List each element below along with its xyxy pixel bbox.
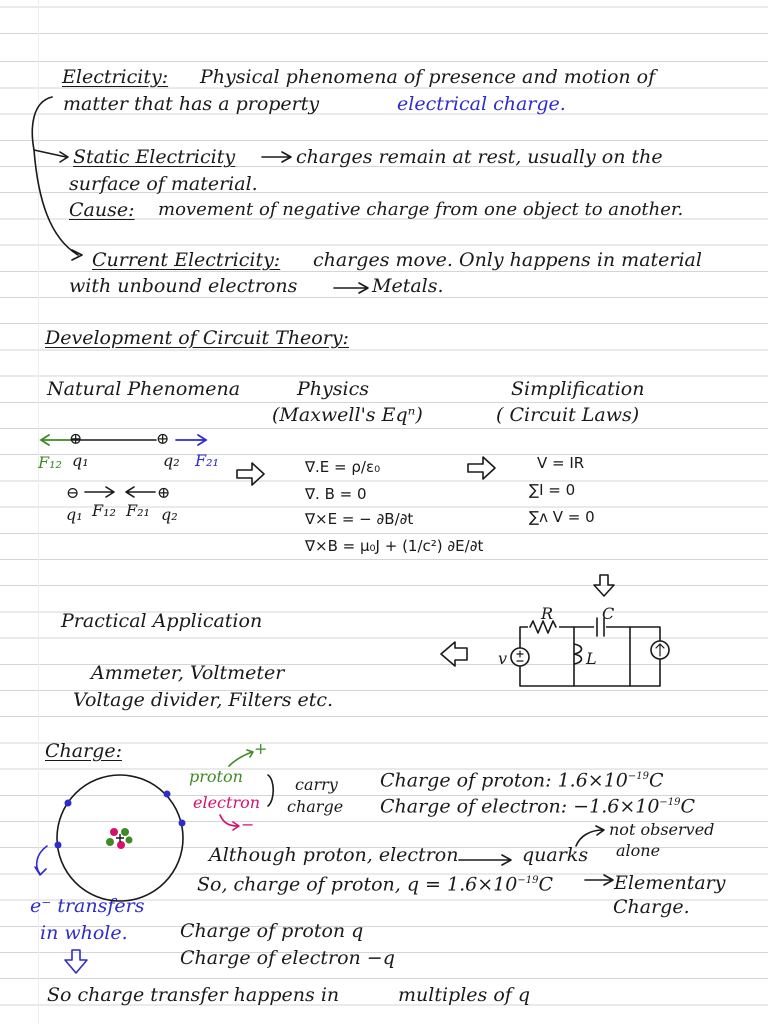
electron-dot <box>179 820 186 827</box>
static-electricity-text-line1: charges remain at rest, usually on the <box>296 146 663 168</box>
practical-application-heading: Practical Application <box>61 610 263 632</box>
q1-label-top: q₁ <box>72 451 89 470</box>
circuit-branches <box>574 627 630 686</box>
physics-label: Physics <box>297 378 369 400</box>
f12-label-bottom: F₁₂ <box>92 501 116 520</box>
metals-label: Metals. <box>372 275 444 297</box>
hollow-arrow-right-2 <box>468 457 495 479</box>
current-electricity-text-line1: charges move. Only happens in material <box>313 249 702 271</box>
electron-dot <box>164 791 171 798</box>
multiples-of-q-text: multiples of q <box>398 984 530 1006</box>
negative-sign: − <box>241 815 255 834</box>
electron-pointer <box>220 815 239 830</box>
arrow-f12-top <box>41 435 70 445</box>
plus-charge-q2: ⊕ <box>156 429 170 448</box>
elementary-label: Elementary <box>614 872 726 894</box>
brace-curve <box>32 97 78 255</box>
circuit-laws-label: ( Circuit Laws) <box>496 404 640 426</box>
q2-label-bottom: q₂ <box>161 505 178 524</box>
faraday-law-equation: ∇×E = − ∂B/∂t <box>305 510 414 528</box>
gauss-magnetism-equation: ∇. B = 0 <box>305 485 367 503</box>
electricity-definition-line2: matter that has a property <box>63 93 320 115</box>
hollow-arrow-down-bottom <box>65 950 87 973</box>
q2-label-top: q₂ <box>163 451 180 470</box>
inductor-symbol <box>574 644 582 664</box>
charge-heading: Charge: <box>45 740 122 762</box>
arrow-to-metals <box>334 283 368 293</box>
kvl-law: ∑ᴧ V = 0 <box>529 508 595 526</box>
nucleus-proton <box>110 828 118 836</box>
hollow-arrow-left <box>441 642 467 666</box>
capacitor-label: C <box>602 604 615 623</box>
positive-sign: + <box>254 739 268 758</box>
circuit-theory-heading: Development of Circuit Theory: <box>45 327 349 349</box>
carry-label: carry <box>295 775 338 794</box>
not-observed-label: not observed <box>609 820 715 839</box>
voltage-divider-text: Voltage divider, Filters etc. <box>73 689 334 711</box>
maxwell-label: (Maxwell's Eqⁿ) <box>272 404 423 426</box>
arrow-f21-bottom <box>126 487 155 497</box>
hollow-arrow-down <box>594 575 614 596</box>
alone-label: alone <box>616 841 661 860</box>
force-f12-label: F₁₂ <box>38 453 62 472</box>
electricity-term: Electricity: <box>62 66 169 88</box>
carry-brace <box>268 775 273 806</box>
quarks-label: quarks <box>522 844 589 866</box>
ohms-law: V = IR <box>537 454 585 472</box>
plus-charge-q2-bottom: ⊕ <box>157 483 171 502</box>
resistor-label: R <box>541 604 554 623</box>
hollow-arrow-right-1 <box>237 463 264 485</box>
kcl-law: ∑I = 0 <box>529 481 576 499</box>
atom-particles <box>55 791 186 850</box>
proton-q-line: Charge of proton q <box>180 920 364 942</box>
electrical-charge-highlight: electrical charge. <box>397 93 566 115</box>
inductor-label: L <box>586 649 597 668</box>
ammeter-voltmeter-text: Ammeter, Voltmeter <box>91 662 285 684</box>
nucleus-proton <box>117 841 125 849</box>
electron-charge-value: Charge of electron: $-1.6\times 10^{-19}C$ <box>380 795 696 818</box>
minus-charge-q1: ⊖ <box>66 483 80 502</box>
proton-charge-q-statement: So, charge of proton, $q = 1.6\times 10^{-19}C$ <box>197 873 553 896</box>
arrow-to-quarks <box>459 855 511 865</box>
current-electricity-text-line2: with unbound electrons <box>69 275 298 297</box>
cause-text: movement of negative charge from one object to another. <box>158 199 684 220</box>
arrow-f21-top <box>176 435 206 445</box>
resistor-gap <box>530 626 557 629</box>
although-text: Although proton, electron <box>209 844 459 866</box>
nucleus-neutron <box>106 838 114 846</box>
electron-dot <box>65 800 72 807</box>
proton-pointer <box>229 750 253 766</box>
gauss-law-equation: ∇.E = ρ/ε₀ <box>305 458 381 476</box>
static-electricity-term: Static Electricity <box>73 146 236 168</box>
electron-dot <box>55 842 62 849</box>
nucleus-neutron <box>126 837 133 844</box>
electron-label: electron <box>193 793 261 812</box>
charge-label: charge <box>287 797 344 816</box>
nucleus-neutron <box>121 828 129 836</box>
static-electricity-text-line2: surface of material. <box>69 173 258 195</box>
ampere-maxwell-equation: ∇×B = μ₀J + (1/c²) ∂E/∂t <box>305 537 484 555</box>
current-electricity-term: Current Electricity: <box>92 249 281 271</box>
electron-transfers-note: e⁻ transfers <box>30 895 145 917</box>
arrow-f12-bottom <box>85 487 114 497</box>
not-observed-pointer <box>576 826 604 846</box>
circuit-outline <box>520 627 660 686</box>
transfer-pointer <box>35 846 47 875</box>
q1-label-bottom: q₁ <box>66 505 83 524</box>
natural-phenomena-label: Natural Phenomena <box>47 378 241 400</box>
proton-label: proton <box>189 767 243 786</box>
voltage-source-label: v <box>498 649 508 668</box>
proton-charge-value: Charge of proton: $1.6\times 10^{-19}C$ <box>380 769 664 792</box>
conclusion-text: So charge transfer happens in <box>47 984 340 1006</box>
force-f21-label: F₂₁ <box>195 451 219 470</box>
in-whole-note: in whole. <box>40 922 128 944</box>
cause-term: Cause: <box>69 199 135 221</box>
f21-label-bottom: F₂₁ <box>126 501 150 520</box>
plus-charge-q1: ⊕ <box>69 429 83 448</box>
simplification-label: Simplification <box>511 378 645 400</box>
electricity-definition-line1: Physical phenomena of presence and motion of <box>200 66 656 88</box>
arrow-static-electricity <box>262 152 291 162</box>
arrow-to-elementary <box>585 875 613 885</box>
elementary-charge-label: Charge. <box>613 896 690 918</box>
electron-q-line: Charge of electron −q <box>180 947 395 969</box>
